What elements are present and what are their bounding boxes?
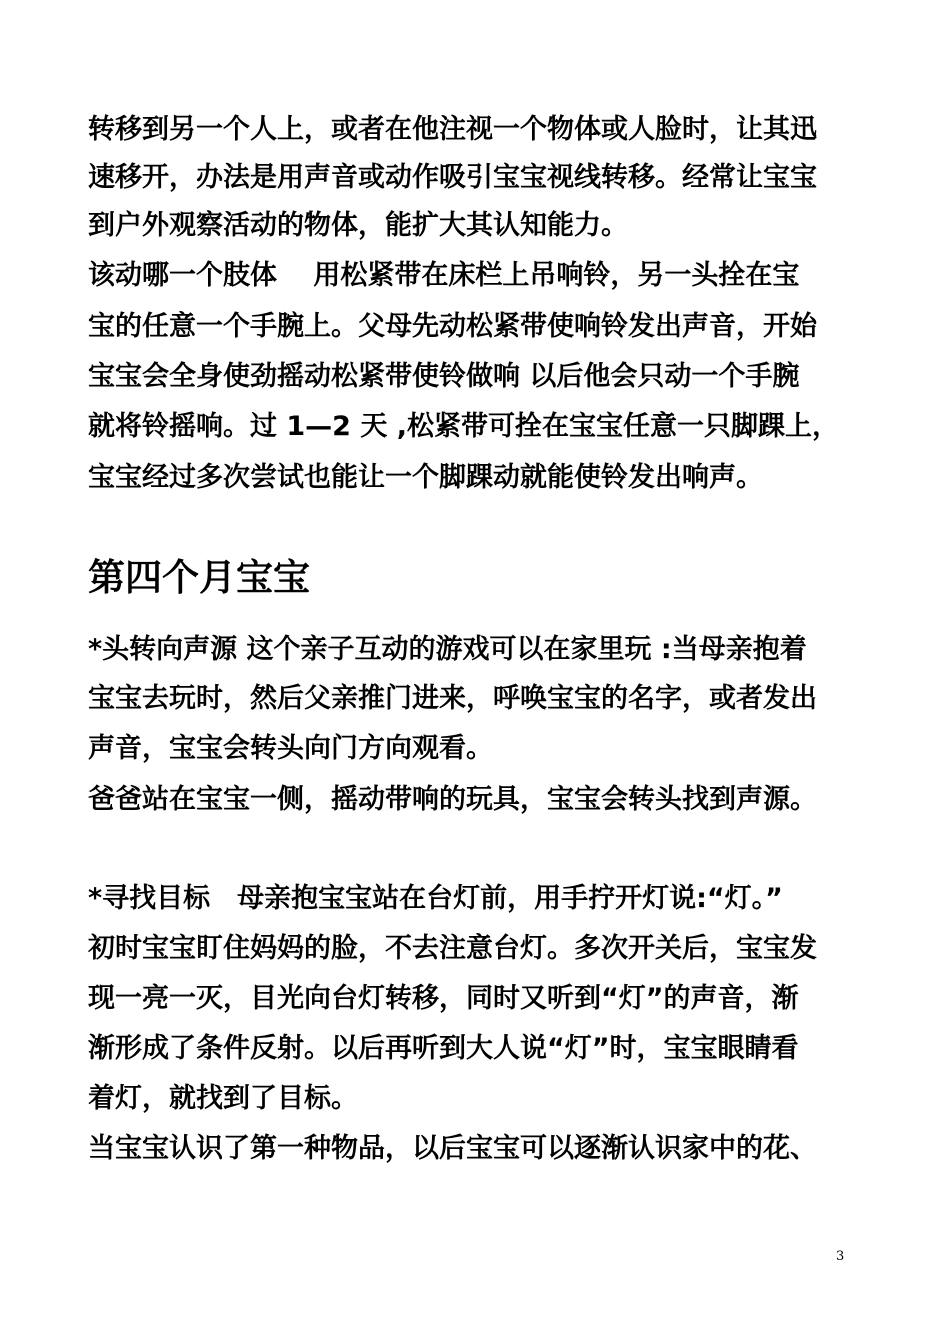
body-text-line: 转移到另一个人上，或者在他注视一个物体或人脸时，让其迅 [88,114,817,145]
body-text-line: *寻找目标 母亲抱宝宝站在台灯前，用手拧开灯说:“灯。” [88,883,783,914]
body-text-line: 声音，宝宝会转头向门方向观看。 [88,733,493,764]
body-text-line: 就将铃摇响。过 1—2 天 ,松紧带可拴在宝宝任意一只脚踝上， [88,411,840,442]
body-text-line: 该动哪一个肢体 用松紧带在床栏上吊响铃，另一头拴在宝 [88,260,800,291]
body-text-line: 宝的任意一个手腕上。父母先动松紧带使响铃发出声音，开始 [88,311,817,342]
body-text-line: 宝宝去玩时，然后父亲推门进来，呼唤宝宝的名字，或者发出 [88,683,817,714]
body-text-line: 宝宝会全身使劲摇动松紧带使铃做响 以后他会只动一个手腕 [88,361,800,392]
body-text-line: 速移开，办法是用声音或动作吸引宝宝视线转移。经常让宝宝 [88,162,817,193]
page-number: 3 [836,1249,845,1264]
body-text-line: 到户外观察活动的物体，能扩大其认知能力。 [88,210,628,241]
body-text-line: 宝宝经过多次尝试也能让一个脚踝动就能使铃发出响声。 [88,462,763,493]
body-text-line: 当宝宝认识了第一种物品，以后宝宝可以逐渐认识家中的花、 [88,1133,817,1164]
section-heading: 第四个月宝宝 [88,556,310,599]
body-text-line: 渐形成了条件反射。以后再听到大人说“灯”时，宝宝眼睛看 [88,1033,799,1064]
body-text-line: 初时宝宝盯住妈妈的脸，不去注意台灯。多次开关后，宝宝发 [88,933,817,964]
body-text-line: 着灯，就找到了目标。 [88,1083,358,1114]
body-text-line: *头转向声源 这个亲子互动的游戏可以在家里玩 :当母亲抱着 [88,634,807,665]
body-text-line: 现一亮一灭，目光向台灯转移，同时又听到“灯”的声音，渐 [88,983,799,1014]
body-text-line: 爸爸站在宝宝一侧，摇动带响的玩具，宝宝会转头找到声源。 [88,784,817,815]
